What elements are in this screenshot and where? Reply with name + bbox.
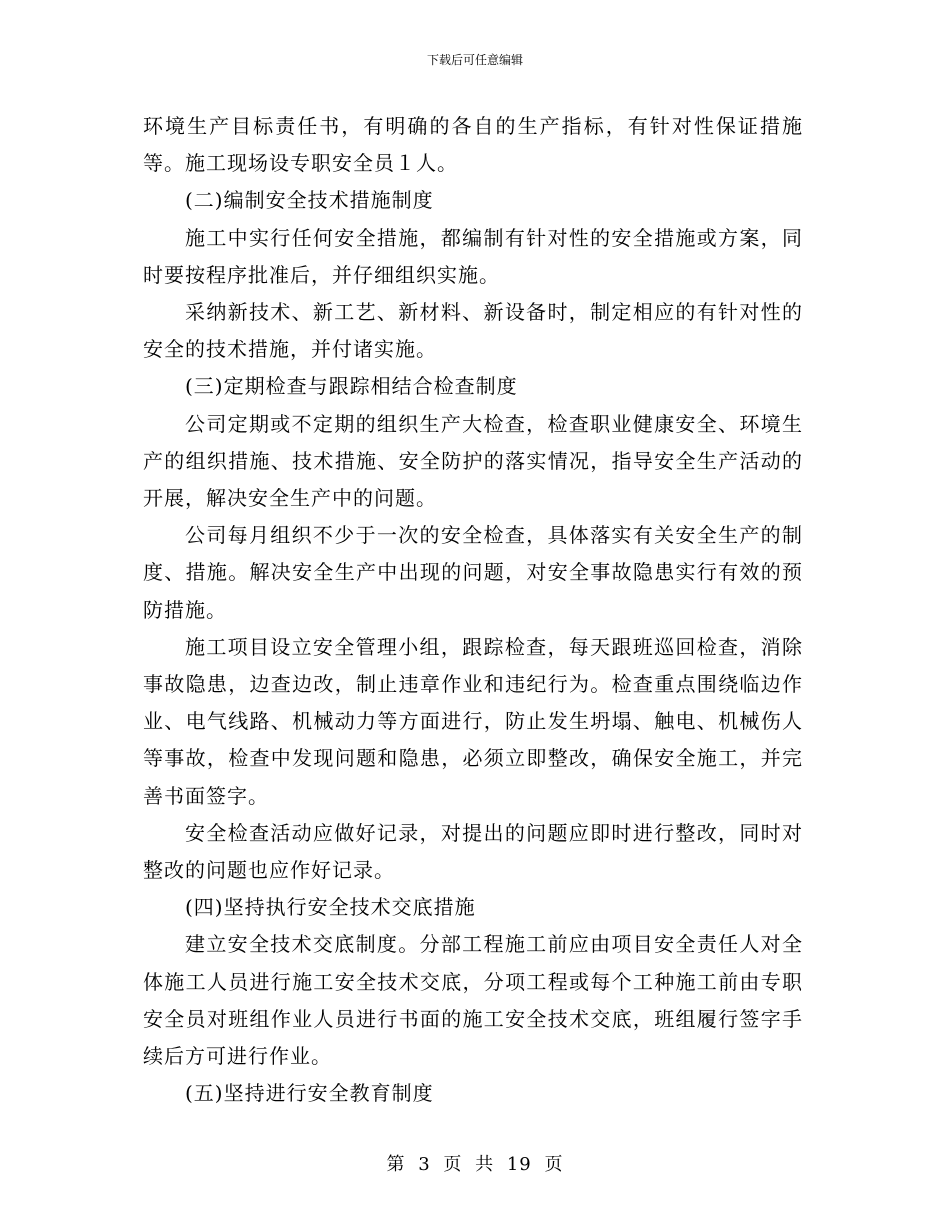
paragraph: 安全检查活动应做好记录，对提出的问题应即时进行整改，同时对整改的问题也应作好记录。 — [143, 820, 803, 883]
page-header: 下载后可任意编辑 — [426, 53, 523, 67]
paragraph: 建立安全技术交底制度。分部工程施工前应由项目安全责任人对全体施工人员进行施工安全技术交底，分项工程或每个工种施工前由专职安全员对班组作业人员进行书面的施工安全技术交底，班组履行签字手续后方可进行作业。 — [143, 932, 803, 1069]
paragraph: 公司每月组织不少于一次的安全检查，具体落实有关安全生产的制度、措施。解决安全生产中出现的问题，对安全事故隐患实行有效的预防措施。 — [143, 523, 803, 622]
section-heading: (三)定期检查与跟踪相结合检查制度 — [185, 374, 518, 399]
paragraph: 施工项目设立安全管理小组，跟踪检查，每天跟班巡回检查，消除事故隐患，边查边改，制止违章作业和违纪行为。检查重点围绕临边作业、电气线路、机械动力等方面进行，防止发生坍塌、触电、机械伤人等事故，检查中发现问题和隐患，必须立即整改，确保安全施工，并完善书面签字。 — [143, 634, 803, 808]
paragraph: 公司定期或不定期的组织生产大检查，检查职业健康安全、环境生产的组织措施、技术措施、安全防护的落实情况，指导安全生产活动的开展，解决安全生产中的问题。 — [143, 411, 803, 511]
section-heading: (五)坚持进行安全教育制度 — [185, 1081, 434, 1106]
paragraph: 环境生产目标责任书，有明确的各自的生产指标，有针对性保证措施等。施工现场设专职安全员１人。 — [143, 114, 803, 176]
document-body — [143, 108, 803, 1112]
paragraph: 采纳新技术、新工艺、新材料、新设备时，制定相应的有针对性的安全的技术措施，并付诸实施。 — [143, 300, 803, 362]
page-number: 第 3 页 共 19 页 — [386, 1154, 564, 1175]
paragraph: 施工中实行任何安全措施，都编制有针对性的安全措施或方案，同时要按程序批准后，并仔细组织实施。 — [143, 225, 803, 287]
section-heading: (四)坚持执行安全技术交底措施 — [185, 895, 476, 920]
section-heading: (二)编制安全技术措施制度 — [185, 188, 434, 213]
